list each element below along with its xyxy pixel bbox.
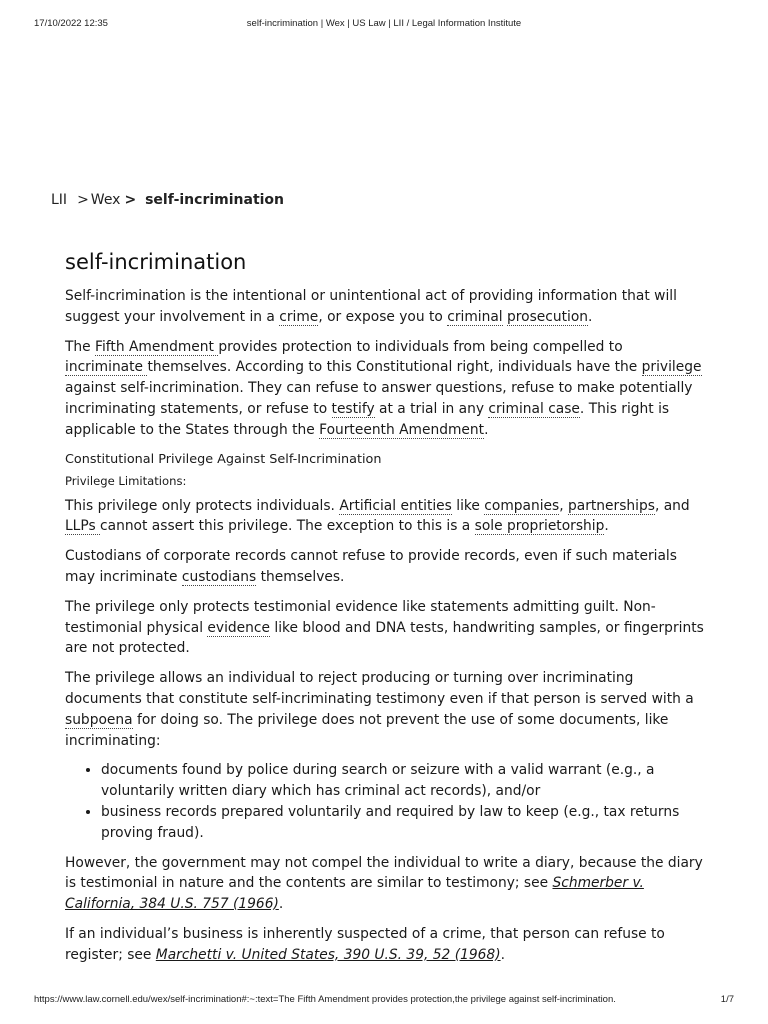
paragraph-documents: The privilege allows an individual to reject producing or turning over incriminating documents that constitute self-incriminating testimony even if that person is served with a subpoena for doing so. The privilege does not prevent the use of some documents, like incriminating: <box>65 670 694 749</box>
link-incriminate[interactable]: incriminate <box>65 359 148 376</box>
link-privilege[interactable]: privilege <box>641 359 702 376</box>
page-number: 1/7 <box>720 994 734 1005</box>
link-partnerships[interactable]: partnerships <box>568 497 655 514</box>
document-examples-list <box>65 760 705 843</box>
link-custodians[interactable]: custodians <box>181 568 257 585</box>
link-artificial-entities[interactable]: Artificial entities <box>339 497 452 514</box>
breadcrumb-current-label: self-incrimination <box>145 192 285 208</box>
breadcrumb <box>51 192 292 208</box>
link-sole-proprietorship[interactable]: sole proprietorship <box>474 518 605 535</box>
heading-constitutional-privilege: Constitutional Privilege Against Self-Incrimination <box>65 451 382 467</box>
print-url: https://www.law.cornell.edu/wex/self-incrimination#:~:text=The Fifth Amendment provides protection,the privilege against self-incrimination. <box>34 994 616 1005</box>
breadcrumb-separator: > <box>77 192 89 208</box>
breadcrumb-separator: > <box>124 192 137 208</box>
link-crime[interactable]: crime <box>279 308 319 325</box>
link-criminal[interactable]: criminal <box>447 308 503 325</box>
link-prosecution[interactable]: prosecution <box>507 308 589 325</box>
breadcrumb-current <box>124 192 288 208</box>
paragraph-custodians: Custodians of corporate records cannot refuse to provide records, even if such materials may incriminate custodians themselves. <box>65 548 677 585</box>
link-schmerber-case[interactable]: Schmerber v. California, 384 U.S. 757 (1966) <box>65 875 644 913</box>
paragraph-business: If an individual’s business is inherently suspected of a crime, that person can refuse to register; see Marchetti v. United States, 390 U.S. 39, 52 (1968). <box>65 925 665 963</box>
link-companies[interactable]: companies <box>484 497 560 514</box>
link-llps[interactable]: LLPs <box>65 518 101 535</box>
breadcrumb-lii-link[interactable]: LII <box>51 192 68 208</box>
print-page-title: self-incrimination | Wex | US Law | LII / Legal Information Institute <box>246 18 522 29</box>
link-marchetti-case[interactable]: Marchetti v. United States, 390 U.S. 39, 52 (1968) <box>155 946 501 963</box>
link-evidence[interactable]: evidence <box>207 619 270 636</box>
paragraph-fifth-amendment: The Fifth Amendment provides protection to individuals from being compelled to incriminate themselves. According to this Constitutional right, individuals have the privilege against self-incrimination. They can refuse to answer questions, refuse to make potentially incriminating statements, or refuse to testify at a trial in any criminal case. This right is applicable to the States through the Fourteenth Amendment. <box>65 338 702 438</box>
breadcrumb-wex-link[interactable]: Wex <box>90 192 121 208</box>
link-fourteenth-amendment[interactable]: Fourteenth Amendment <box>319 421 485 438</box>
print-date: 17/10/2022 12:35 <box>34 18 108 29</box>
heading-privilege-limitations: Privilege Limitations: <box>65 473 187 488</box>
paragraph-definition: Self-incrimination is the intentional or unintentional act of providing information that will suggest your involvement in a crime, or expose you to criminal prosecution. <box>65 288 677 325</box>
print-header <box>34 18 734 30</box>
link-subpoena[interactable]: subpoena <box>65 711 133 728</box>
link-fifth-amendment[interactable]: Fifth Amendment <box>95 338 219 355</box>
article-title: self-incrimination <box>65 250 247 274</box>
paragraph-diary: However, the government may not compel the individual to write a diary, because the diary is testimonial in nature and the contents are similar to testimony; see Schmerber v. California, 384 U.S. 757 (1966). <box>65 854 703 913</box>
link-criminal-case[interactable]: criminal case <box>488 400 580 417</box>
list-item: • business records prepared voluntarily and required by law to keep (e.g., tax returns proving fraud). <box>101 802 705 844</box>
link-testify[interactable]: testify <box>331 400 375 417</box>
list-item: • documents found by police during search or seizure with a valid warrant (e.g., a voluntarily written diary which has criminal act records), and/or <box>101 760 705 802</box>
paragraph-testimonial: The privilege only protects testimonial evidence like statements admitting guilt. Non-testimonial physical evidence like blood and DNA tests, handwriting samples, or fingerprints are not protected. <box>65 598 704 657</box>
paragraph-individuals: This privilege only protects individuals. Artificial entities like companies, partnerships, and LLPs cannot assert this privilege. The exception to this is a sole proprietorship. <box>65 497 690 535</box>
article <box>65 248 705 975</box>
